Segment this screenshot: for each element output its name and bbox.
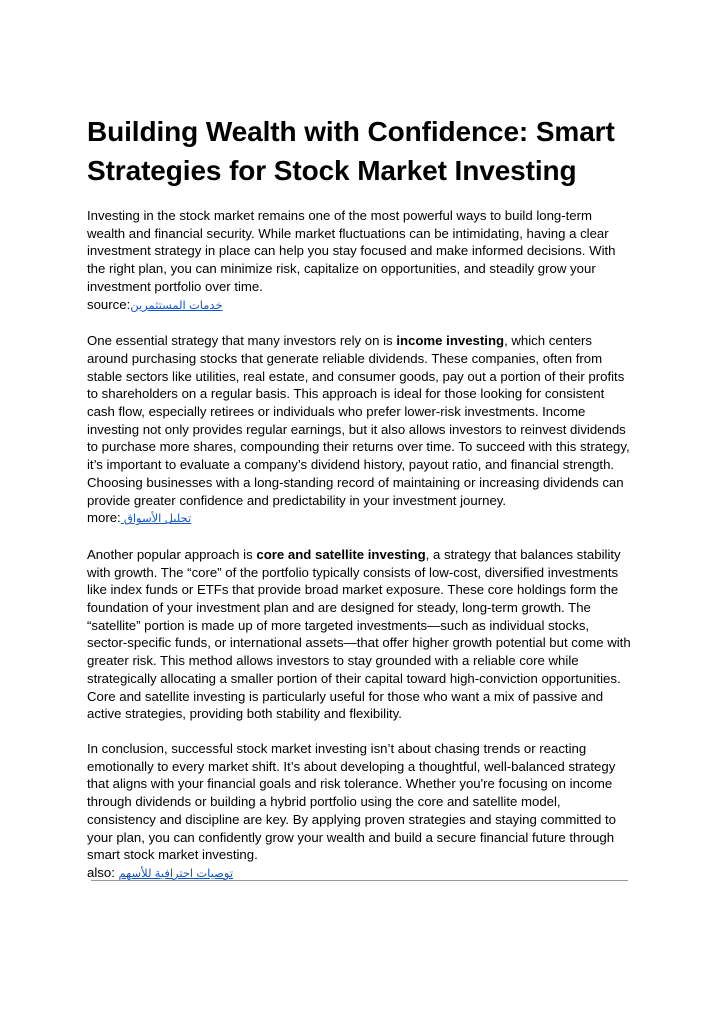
intro-paragraph: Investing in the stock market remains one of the most powerful ways to build long-term wealth and financial security. While market fluctuations can be intimidating, having a clear investment strategy in place can help you stay focused and make informed decisions. With the right plan, you can minimize risk, capitalize on opportunities, and steadily grow your investment portfolio over time. bbox=[87, 208, 616, 294]
more-link[interactable]: تحليل الأسواق bbox=[120, 513, 192, 526]
income-text-after: , which centers around purchasing stocks that generate reliable dividends. These companies, often from stable sectors like utilities, real estate, and consumer goods, pay out a portion of their profits to shareholders on a regular basis. This approach is ideal for those looking for consistent cash flow, especially retirees or individuals who prefer lower-risk investments. Income investing not only provides regular earnings, but it also allows investors to reinvest dividends to purchase more shares, compounding their returns over time. To succeed with this strategy, it’s important to evaluate a company’s dividend history, payout ratio, and financial strength. Choosing businesses with a long-standing record of maintaining or increasing dividends can provide greater confidence and predictability in your investment journey. bbox=[87, 333, 630, 508]
income-investing-paragraph bbox=[87, 332, 632, 509]
conclusion-paragraph: In conclusion, successful stock market investing isn’t about chasing trends or reacting emotionally to every market shift. It’s about developing a thoughtful, well-balanced strategy that aligns with your financial goals and risk tolerance. Whether you're focusing on income through dividends or building a hybrid portfolio using the core and satellite model, consistency and discipline are key. By applying proven strategies and staying committed to your plan, you can confidently grow your wealth and build a secure financial future through smart stock market investing. bbox=[87, 740, 616, 863]
also-label: also: bbox=[87, 864, 119, 880]
more-reference bbox=[87, 509, 632, 529]
core-text-before: Another popular approach is bbox=[87, 546, 257, 562]
income-text-before: One essential strategy that many investors rely on is bbox=[87, 333, 397, 349]
source-reference bbox=[87, 296, 632, 316]
core-satellite-paragraph bbox=[87, 546, 632, 723]
more-label: more: bbox=[87, 510, 121, 526]
also-link[interactable]: توصيات احترافية للأسهم bbox=[118, 867, 234, 880]
core-text-after: , a strategy that balances stability with growth. The “core” of the portfolio typically consists of low-cost, diversified investments like index funds or ETFs that provide broad market exposure. These core holdings form the foundation of your investment plan and are designed for steady, long-term growth. The “satellite” portion is made up of more targeted investments—such as individual stocks, sector-specific funds, or international assets—that offer higher growth potential but come with greater risk. This method allows investors to stay grounded with a reliable core while strategically allocating a smaller portion of their capital toward high-conviction opportunities. Core and satellite investing is particularly useful for those who want a mix of passive and active strategies, providing both stability and flexibility. bbox=[87, 546, 631, 722]
income-investing-term: income investing bbox=[396, 333, 505, 349]
core-satellite-term: core and satellite investing bbox=[256, 546, 426, 562]
source-label: source: bbox=[87, 296, 131, 312]
document-body bbox=[87, 112, 632, 884]
page-title: Building Wealth with Confidence: Smart Strategies for Stock Market Investing bbox=[87, 116, 615, 186]
horizontal-divider bbox=[91, 880, 628, 881]
source-link[interactable]: خدمات المستثمرين bbox=[130, 299, 223, 312]
